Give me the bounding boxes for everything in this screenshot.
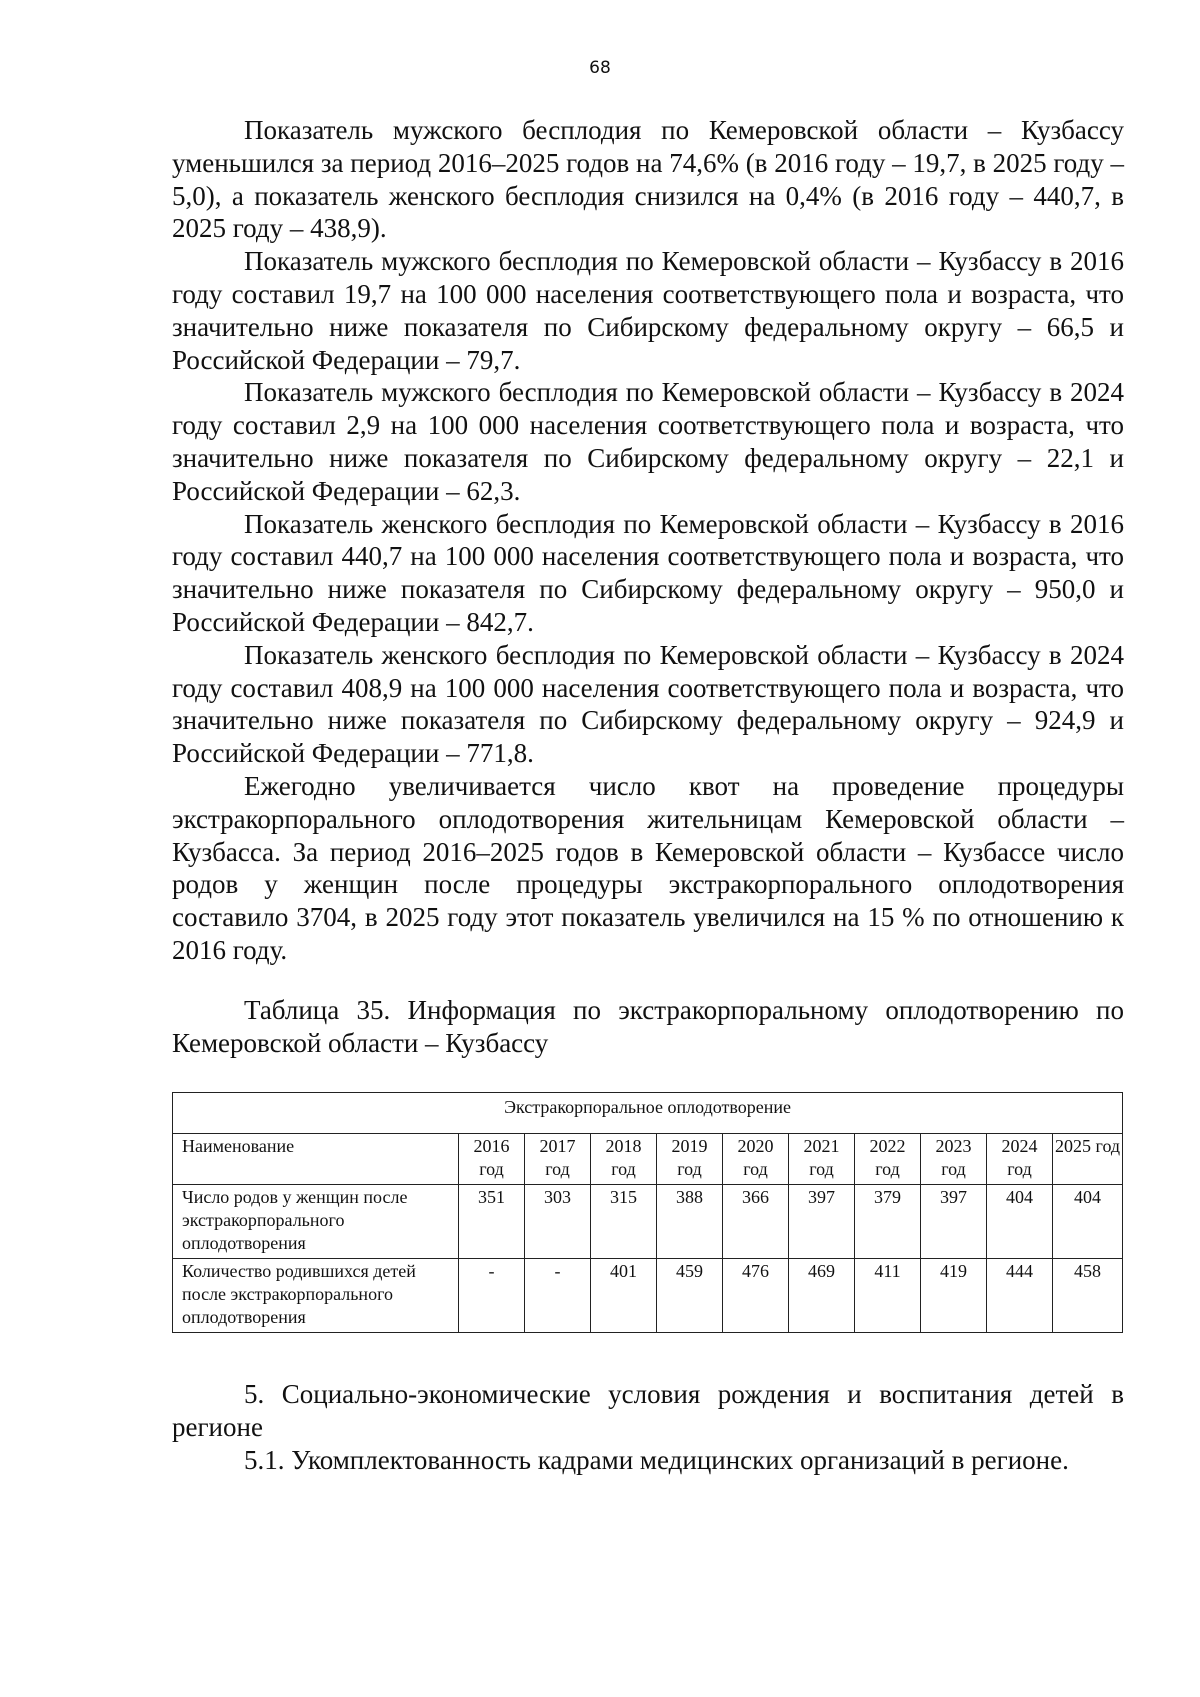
table-cell: 366 [723,1185,789,1259]
paragraph: Показатель мужского бесплодия по Кемеровской области – Кузбассу в 2024 году составил 2,9 на 100 000 населения соответствующего пола и возраста, что значительно ниже показателя по Сибирскому федеральному округу – 22,1 и Российской Федерации – 62,3. [172,377,1124,506]
year-header: 2017 год [525,1134,591,1185]
year-header: 2019 год [657,1134,723,1185]
name-header: Наименование [173,1134,459,1185]
table-caption: Таблица 35. Информация по экстракорпоральному оплодотворению по Кемеровской области – Кузбассу [172,995,1124,1058]
table-cell: 388 [657,1185,723,1259]
table-row [173,1185,1123,1259]
table-title: Экстракорпоральное оплодотворение [173,1093,1123,1134]
year-header: 2022 год [855,1134,921,1185]
table-cell: 444 [987,1259,1053,1333]
table-cell: 476 [723,1259,789,1333]
year-header: 2023 год [921,1134,987,1185]
table-cell: 397 [921,1185,987,1259]
table-cell: 401 [591,1259,657,1333]
table-cell: 315 [591,1185,657,1259]
paragraph: Показатель женского бесплодия по Кемеровской области – Кузбассу в 2024 году составил 408,9 на 100 000 населения соответствующего пола и возраста, что значительно ниже показателя по Сибирскому федеральному округу – 924,9 и Российской Федерации – 771,8. [172,639,1124,769]
table-cell: 459 [657,1259,723,1333]
table-cell: - [525,1259,591,1333]
table-header-row [173,1134,1123,1185]
table-cell: 303 [525,1185,591,1259]
table-cell: 411 [855,1259,921,1333]
body-text [172,114,1124,967]
table-cell: - [459,1259,525,1333]
year-header: 2020 год [723,1134,789,1185]
page-number: 68 [589,58,611,78]
table-cell: 404 [987,1185,1053,1259]
year-header: 2024 год [987,1134,1053,1185]
year-header: 2016 год [459,1134,525,1185]
row-name: Количество родившихся детей после экстракорпорального оплодотворения [173,1259,459,1333]
section-headings [172,1378,1124,1476]
year-header: 2021 год [789,1134,855,1185]
paragraph: Показатель женского бесплодия по Кемеровской области – Кузбассу в 2016 году составил 440,7 на 100 000 населения соответствующего пола и возраста, что значительно ниже показателя по Сибирскому федеральному округу – 950,0 и Российской Федерации – 842,7. [172,508,1124,637]
year-header: 2018 год [591,1134,657,1185]
subsection-heading: 5.1. Укомплектованность кадрами медицинских организаций в регионе. [244,1444,1069,1475]
table-cell: 404 [1053,1185,1123,1259]
table-cell: 469 [789,1259,855,1333]
paragraph: Ежегодно увеличивается число квот на проведение процедуры экстракорпорального оплодотворения жительницам Кемеровской области – Кузбасса. За период 2016–2025 годов в Кемеровской области – Кузбассе число родов у женщин после процедуры экстракорпорального оплодотворения составило 3704, в 2025 году этот показатель увеличился на 15 % по отношению к 2016 году. [172,770,1124,965]
year-header: 2025 год [1053,1134,1123,1185]
section-heading: 5. Социально-экономические условия рождения и воспитания детей в регионе [172,1379,1124,1442]
table-cell: 351 [459,1185,525,1259]
paragraph: Показатель мужского бесплодия по Кемеровской области – Кузбассу уменьшился за период 2016–2025 годов на 74,6% (в 2016 году – 19,7, в 2025 году – 5,0), а показатель женского бесплодия снизился на 0,4% (в 2016 году – 440,7, в 2025 году – 438,9). [172,115,1124,244]
table-cell: 419 [921,1259,987,1333]
table-title-row [173,1093,1123,1134]
table-cell: 458 [1053,1259,1123,1333]
ivf-table [172,1092,1123,1333]
table-cell: 379 [855,1185,921,1259]
table-cell: 397 [789,1185,855,1259]
row-name: Число родов у женщин после экстракорпорального оплодотворения [173,1185,459,1259]
table-row [173,1259,1123,1333]
paragraph: Показатель мужского бесплодия по Кемеровской области – Кузбассу в 2016 году составил 19,7 на 100 000 населения соответствующего пола и возраста, что значительно ниже показателя по Сибирскому федеральному округу – 66,5 и Российской Федерации – 79,7. [172,246,1124,375]
